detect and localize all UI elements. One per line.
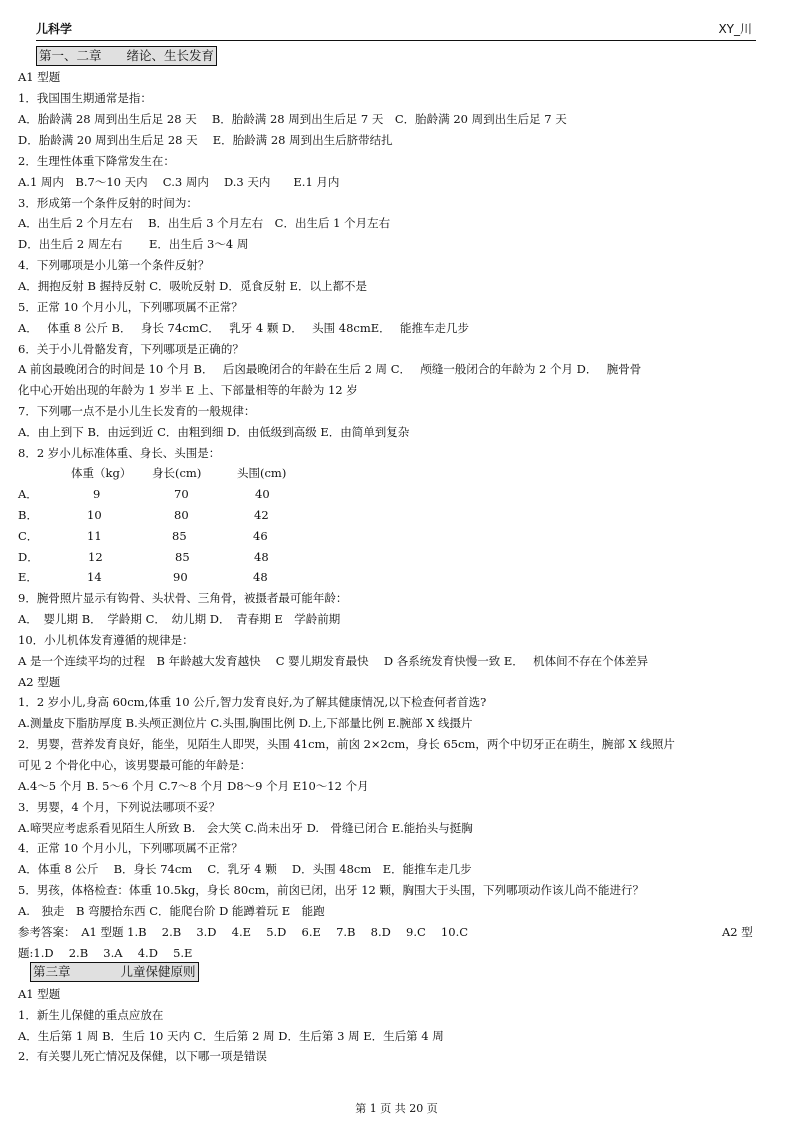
table-cell-length: 85 [175,550,190,564]
table-cell-length: 70 [174,487,189,501]
subject-title: 儿科学 [36,22,73,36]
answer-key-continued: 题:1.D 2.B 3.A 4.D 5.E [18,946,193,960]
options: A 是一个连续平均的过程 B 年龄越大发育越快 C 婴儿期发育最快 D 各系统发育快慢一致 E． 机体间不存在个体差异 [18,654,649,668]
page-footer: 第 1 页 共 20 页 [355,1102,438,1115]
question: 7．下列哪一点不是小儿生长发育的一般规律： [18,404,256,418]
options: D．胎龄满 20 周到出生后足 28 天 E．胎龄满 28 周到出生后脐带结扎 [18,133,393,147]
table-cell-weight: 12 [88,550,103,564]
table-cell-head: 40 [255,487,270,501]
question: 4．下列哪项是小儿第一个条件反射？ [18,258,210,272]
table-cell-length: 85 [172,529,187,543]
table-cell-head: 46 [253,529,268,543]
options: A.1 周内 B.7～10 天内 C.3 周内 D.3 天内 E.1 月内 [18,175,340,189]
options: A．由上到下 B．由远到近 C．由粗到细 D．由低级到高级 E．由简单到复杂 [18,425,410,439]
table-cell-weight: 9 [93,487,101,501]
options: A．出生后 2 个月左右 B．出生后 3 个月左右 C．出生后 1 个月左右 [18,216,391,230]
question: 3．男婴，4 个月，下列说法哪项不妥？ [18,800,221,814]
question: 5．正常 10 个月小儿，下列哪项属不正常？ [18,300,243,314]
question: 8．2 岁小儿标准体重、身长、头围是： [18,446,221,460]
table-cell-weight: 11 [87,529,102,543]
page-header [36,18,756,41]
options: A 前囟最晚闭合的时间是 10 个月 B． 后囟最晚闭合的年龄在生后 2 周 C． 颅缝一般闭合的年龄为 2 个月 D． 腕骨骨 [18,362,642,376]
table-row-option: A． [18,487,38,501]
options: A.啼哭应考虑系看见陌生人所致 B. 会大笑 C.尚未出牙 D. 骨缝已闭合 E.能抬头与挺胸 [18,821,473,835]
question: 3．形成第一个条件反射的时间为： [18,196,198,210]
table-cell-head: 48 [253,570,268,584]
options: A．生后第 1 周 B．生后 10 天内 C．生后第 2 周 D．生后第 3 周 E．生后第 4 周 [18,1029,444,1043]
options: A．体重 8 公斤 B．身长 74cm C．乳牙 4 颗 D．头围 48cm E．能推车走几步 [18,862,472,876]
author-tag: XY_川 [718,22,752,36]
question: 1．我国围生期通常是指： [18,91,152,105]
question: 9．腕骨照片显示有钩骨、头状骨、三角骨，被摄者最可能年龄： [18,591,348,605]
chapter-heading-2: 第三章 儿童保健原则 [30,962,199,982]
section-label: A2 型题 [18,675,61,689]
options: A. 独走 B 弯腰拾东西 C．能爬台阶 D 能蹲着玩 E 能跑 [18,904,325,918]
question: 1．2 岁小儿,身高 60cm,体重 10 公斤,智力发育良好,为了解其健康情况,以下检查何者首选? [18,695,487,709]
table-header-length: 身长(cm) [152,466,202,480]
table-cell-weight: 10 [87,508,102,522]
table-cell-weight: 14 [87,570,102,584]
options: A.测量皮下脂肪厚度 B.头颅正测位片 C.头围,胸围比例 D.上,下部量比例 E.腕部 X 线摄片 [18,716,473,730]
table-header-head: 头围(cm) [237,466,287,480]
table-cell-head: 48 [254,550,269,564]
question: 2．生理性体重下降常发生在： [18,154,175,168]
table-header-weight: 体重（kg） [71,466,132,480]
options-continued: 化中心开始出现的年龄为 1 岁半 E 上、下部量相等的年龄为 12 岁 [18,383,358,397]
options: A．拥抱反射 B 握持反射 C．吸吮反射 D．觅食反射 E．以上都不是 [18,279,367,293]
question: 6．关于小儿骨骼发育，下列哪项是正确的？ [18,342,244,356]
table-cell-length: 80 [174,508,189,522]
options: A．胎龄满 28 周到出生后足 28 天 B．胎龄满 28 周到出生后足 7 天 C．胎龄满 20 周到出生后足 7 天 [18,112,567,126]
table-cell-head: 42 [254,508,269,522]
question: 1．新生儿保健的重点应放在 [18,1008,164,1022]
options: A． 婴儿期 B． 学龄期 C． 幼儿期 D． 青春期 E 学龄前期 [18,612,341,626]
section-label: A1 型题 [18,987,61,1001]
question: 4．正常 10 个月小儿，下列哪项属不正常？ [18,841,243,855]
answer-key: 参考答案： A1 型题 1.B 2.B 3.D 4.E 5.D 6.E 7.B 8.D 9.C 10.C [18,925,469,939]
question: 5．男孩，体格检查：体重 10.5kg，身长 80cm，前囟已闭，出牙 12 颗，胸围大于头围，下列哪项动作该儿尚不能进行？ [18,883,644,897]
options: A． 体重 8 公斤 B． 身长 74cmC． 乳牙 4 颗 D． 头围 48cmE． 能推车走几步 [18,321,470,335]
options: A.4～5 个月 B. 5～6 个月 C.7～8 个月 D8～9 个月 E10～12 个月 [18,779,369,793]
section-label: A1 型题 [18,70,61,84]
question: 2．男婴，营养发育良好，能坐，见陌生人即哭，头围 41cm，前囟 2×2cm，身长 65cm，两个中切牙正在萌生，腕部 X 线照片 [18,737,675,751]
question: 10．小儿机体发育遵循的规律是： [18,633,194,647]
table-row-option: E． [18,570,38,584]
question: 2．有关婴儿死亡情况及保健，以下哪一项是错误 [18,1049,267,1063]
table-row-option: B． [18,508,38,522]
options: D．出生后 2 周左右 E．出生后 3～4 周 [18,237,249,251]
table-row-option: C． [18,529,39,543]
question-continued: 可见 2 个骨化中心，该男婴最可能的年龄是： [18,758,252,772]
table-row-option: D． [18,550,39,564]
answer-key-wrap: A2 型 [722,925,753,939]
chapter-heading-1: 第一、二章 绪论、生长发育 [36,46,217,66]
table-cell-length: 90 [173,570,188,584]
